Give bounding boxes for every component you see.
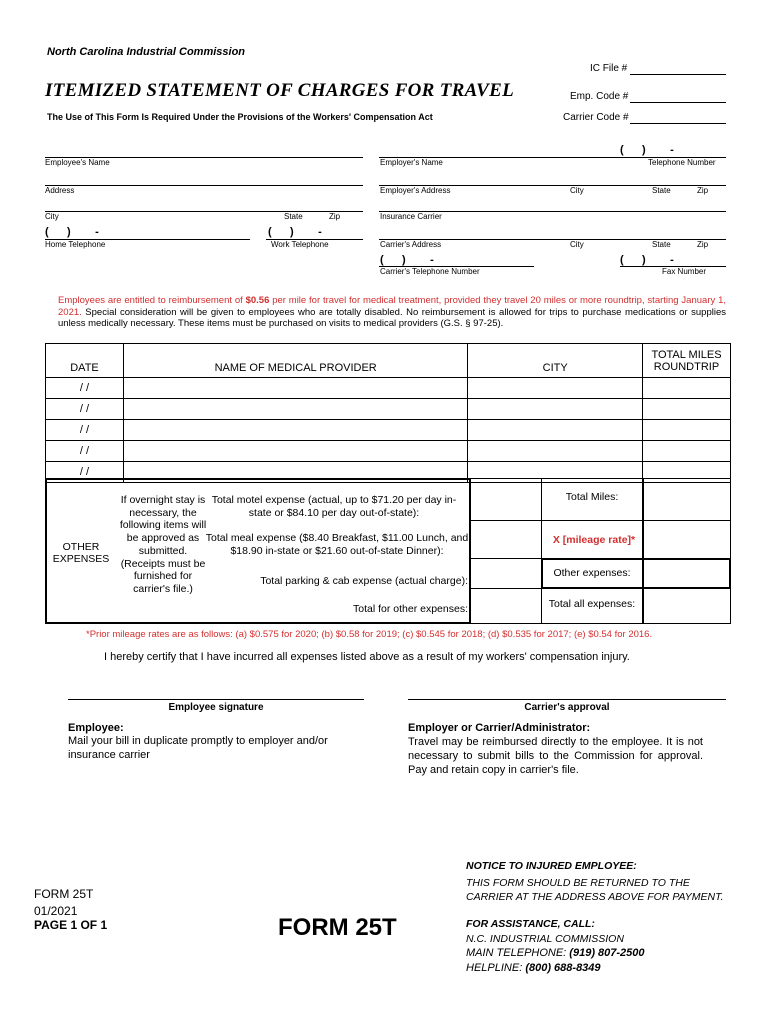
city-state-zip-field[interactable] — [45, 211, 363, 212]
col-city-header: CITY — [468, 344, 643, 378]
assistance-heading: FOR ASSISTANCE, CALL: — [466, 918, 595, 930]
divider — [541, 520, 643, 521]
employee-name-label: Employee's Name — [45, 158, 110, 167]
provider-cell[interactable] — [124, 399, 468, 420]
home-phone-mask: ( ) - — [45, 226, 99, 238]
footer-big-form: FORM 25T — [278, 914, 397, 941]
emp-code-label: Emp. Code # — [570, 91, 629, 102]
total-miles-label: Total Miles: — [565, 491, 619, 503]
motel-expense-label: Total motel expense (actual, up to $71.20 per day in-state or $84.10 per day out-of-state): — [211, 494, 457, 519]
footer-date: 01/2021 — [34, 904, 78, 918]
notice-part2: per mile for travel for medical treatment, provided they travel 20 miles or more roundtrip, starting January 1, 2021. — [58, 295, 726, 318]
miles-cell[interactable] — [643, 399, 731, 420]
totals-column — [643, 478, 731, 624]
notice-body: THIS FORM SHOULD BE RETURNED TO THE CARRIER AT THE ADDRESS ABOVE FOR PAYMENT. — [466, 877, 724, 903]
employee-signature-field[interactable] — [68, 699, 364, 700]
carrier-address-label: Carrier's Address — [380, 240, 442, 249]
state-label: State — [284, 212, 303, 221]
employer-address-label: Employer's Address — [380, 186, 451, 195]
carrier-approval-field[interactable] — [408, 699, 726, 700]
date-cell[interactable]: / / — [46, 420, 124, 441]
fax-mask: ( ) - — [620, 254, 674, 266]
helpline-number[interactable]: (800) 688-8349 — [525, 962, 601, 974]
mileage-rate-label: X [mileage rate]* — [552, 534, 636, 546]
employer-city-label: City — [570, 186, 584, 195]
other-expenses-label: OTHER EXPENSES — [52, 541, 110, 565]
other-expenses-entry-label: Other expenses: — [553, 567, 631, 579]
main-telephone-number[interactable]: (919) 807-2500 — [569, 947, 645, 959]
carrier-code-label: Carrier Code # — [563, 112, 629, 123]
helpline-line — [466, 962, 601, 974]
city-cell[interactable] — [468, 399, 643, 420]
employer-name-label: Employer's Name — [380, 158, 443, 167]
employer-phone-mask: ( ) - — [620, 144, 674, 156]
other-total-label: Total for other expenses: — [353, 603, 468, 615]
ic-file-label: IC File # — [590, 63, 628, 74]
carrier-phone-mask: ( ) - — [380, 254, 434, 266]
employee-instructions: Mail your bill in duplicate promptly to employer and/or insurance carrier — [68, 735, 328, 761]
col-date-header: DATE — [46, 344, 124, 378]
carrier-telephone-label: Carrier's Telephone Number — [380, 267, 480, 276]
divider — [471, 520, 541, 521]
employer-instructions: Travel may be reimbursed directly to the employee. It is not necessary to submit bills to the Commission for approval. Pay and retain copy in carrier's file. — [408, 736, 703, 776]
form-subtitle: The Use of This Form Is Required Under the Provisions of the Workers' Compensation Act — [47, 112, 433, 122]
helpline-label: HELPLINE: — [466, 962, 526, 974]
provider-cell[interactable] — [124, 420, 468, 441]
notice-heading: NOTICE TO INJURED EMPLOYEE: — [466, 860, 637, 872]
home-telephone-label: Home Telephone — [45, 240, 106, 249]
meal-expense-label: Total meal expense ($8.40 Breakfast, $11.00 Lunch, and $18.90 in-state or $21.60 out-of-state Dinner): — [205, 532, 469, 557]
total-all-label: Total all expenses: — [548, 598, 636, 610]
work-phone-mask: ( ) - — [268, 226, 322, 238]
provider-cell[interactable] — [124, 441, 468, 462]
date-cell[interactable]: / / — [46, 378, 124, 399]
notice-part3: Special consideration will be given to employees who are totally disabled. No reimbursement is allowed for trips to purchase medications or supplies unless medically necessary. These items must be purchased on visits to medical providers (G.S. § 97-25). — [58, 306, 726, 329]
date-cell[interactable]: / / — [46, 441, 124, 462]
address-field[interactable] — [45, 185, 363, 186]
employer-instructions-heading: Employer or Carrier/Administrator: — [408, 722, 591, 734]
miles-cell[interactable] — [643, 378, 731, 399]
footer-form-label: FORM 25T — [34, 887, 94, 901]
col-miles-header: TOTAL MILES ROUNDTRIP — [643, 344, 731, 378]
main-telephone-line — [466, 947, 645, 959]
city-cell[interactable] — [468, 378, 643, 399]
insurance-carrier-label: Insurance Carrier — [380, 212, 442, 221]
provider-cell[interactable] — [124, 378, 468, 399]
carrier-approval-label: Carrier's approval — [524, 702, 610, 713]
emp-code-field[interactable] — [630, 102, 726, 103]
prior-rates-note: *Prior mileage rates are as follows: (a) $0.575 for 2020; (b) $0.58 for 2019; (c) $0.545 for 2018; (d) $0.535 for 2017; (e) $0.54 for 2016. — [86, 629, 653, 640]
city-cell[interactable] — [468, 420, 643, 441]
carrier-city-label: City — [570, 240, 584, 249]
col-provider-header: NAME OF MEDICAL PROVIDER — [124, 344, 468, 378]
expense-table — [45, 343, 731, 483]
total-all-value[interactable] — [643, 588, 731, 589]
parking-expense-label: Total parking & cab expense (actual charge): — [260, 575, 468, 587]
employer-zip-label: Zip — [697, 186, 709, 195]
carrier-code-field[interactable] — [630, 123, 726, 124]
employee-instructions-heading: Employee: — [68, 722, 124, 734]
main-telephone-label: MAIN TELEPHONE: — [466, 947, 570, 959]
carrier-state-label: State — [652, 240, 671, 249]
footer-page: PAGE 1 OF 1 — [34, 918, 108, 932]
date-cell[interactable]: / / — [46, 399, 124, 420]
total-miles-value[interactable] — [643, 520, 731, 521]
overnight-note: If overnight stay is necessary, the following items will be approved as submitted. (Receipts must be furnished for carrier's file.) — [119, 494, 207, 595]
assistance-org: N.C. INDUSTRIAL COMMISSION — [466, 933, 624, 945]
miles-cell[interactable] — [643, 420, 731, 441]
reimbursement-notice — [58, 295, 726, 330]
divider — [471, 588, 541, 589]
telephone-number-label: Telephone Number — [648, 158, 716, 167]
fax-number-label: Fax Number — [662, 267, 707, 276]
city-cell[interactable] — [468, 441, 643, 462]
agency-name: North Carolina Industrial Commission — [47, 46, 246, 58]
work-telephone-label: Work Telephone — [271, 240, 329, 249]
notice-part1: Employees are entitled to reimbursement of — [58, 295, 246, 306]
ic-file-field[interactable] — [630, 74, 726, 75]
employer-state-label: State — [652, 186, 671, 195]
miles-cell[interactable] — [643, 441, 731, 462]
divider — [471, 558, 541, 559]
date-cell[interactable]: / / — [46, 462, 124, 483]
zip-label: Zip — [329, 212, 341, 221]
city-label: City — [45, 212, 59, 221]
carrier-zip-label: Zip — [697, 240, 709, 249]
notice-rate: $0.56 — [245, 295, 270, 306]
certification-text: I hereby certify that I have incurred all expenses listed above as a result of my workers' compensation injury. — [104, 651, 630, 663]
form-title: ITEMIZED STATEMENT OF CHARGES FOR TRAVEL — [45, 80, 515, 101]
employee-signature-label: Employee signature — [168, 702, 264, 713]
address-label: Address — [45, 186, 75, 195]
